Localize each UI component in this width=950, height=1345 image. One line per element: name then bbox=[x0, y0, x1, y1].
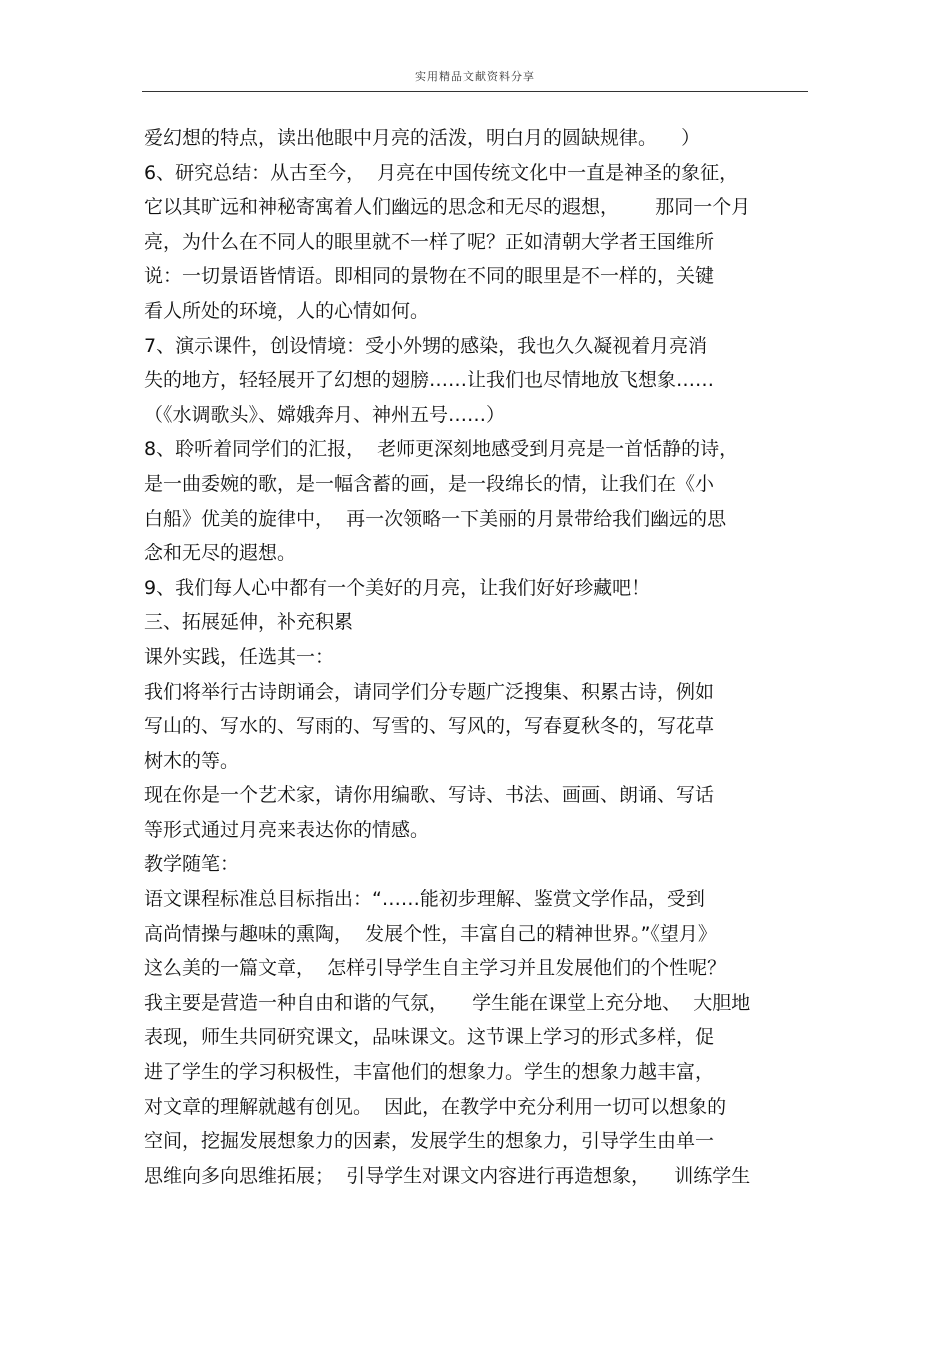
text-line: 亮，为什么在不同人的眼里就不一样了呢？正如清朝大学者王国维所 bbox=[144, 230, 715, 253]
section-heading: 教学随笔： bbox=[144, 853, 240, 876]
text-line: 现在你是一个艺术家，请你用编歌、写诗、书法、画画、朗诵、写话 bbox=[144, 784, 715, 807]
text-line: 7、演示课件，创设情境：受小外甥的感染，我也久久凝视着月亮消 bbox=[144, 334, 708, 357]
text-line: 我们将举行古诗朗诵会，请同学们分专题广泛搜集、积累古诗，例如 bbox=[144, 680, 715, 703]
text-line: 8、聆听着同学们的汇报， 老师更深刻地感受到月亮是一首恬静的诗， bbox=[144, 438, 739, 461]
text-line: 写山的、写水的、写雨的、写雪的、写风的，写春夏秋冬的，写花草 bbox=[144, 715, 715, 738]
text-line: 9、我们每人心中都有一个美好的月亮，让我们好好珍藏吧！ bbox=[144, 576, 651, 599]
text-line: 6、研究总结：从古至今， 月亮在中国传统文化中一直是神圣的象征， bbox=[144, 161, 739, 184]
text-line: 树木的等。 bbox=[144, 749, 240, 772]
text-line: 表现，师生共同研究课文，品味课文。这节课上学习的形式多样，促 bbox=[144, 1026, 715, 1049]
text-line: 爱幻想的特点，读出他眼中月亮的活泼，明白月的圆缺规律。 ） bbox=[144, 127, 701, 149]
section-heading: 三、拓展延伸，补充积累 bbox=[144, 611, 354, 634]
text-line: 高尚情操与趣味的熏陶， 发展个性，丰富自己的精神世界。”《望月》 bbox=[144, 922, 717, 945]
text-line: 语文课程标准总目标指出：“……能初步理解、鉴赏文学作品，受到 bbox=[144, 888, 705, 911]
text-line: 这么美的一篇文章， 怎样引导学生自主学习并且发展他们的个性呢？ bbox=[144, 957, 727, 980]
text-line: 看人所处的环境，人的心情如何。 bbox=[144, 299, 430, 322]
text-line: 是一曲委婉的歌，是一幅含蓄的画，是一段绵长的情，让我们在《小 bbox=[144, 472, 715, 495]
page-header bbox=[142, 62, 808, 92]
text-line: 白船》优美的旋律中， 再一次领略一下美丽的月景带给我们幽远的思 bbox=[144, 507, 727, 530]
text-line: 空间，挖掘发展想象力的因素，发展学生的想象力，引导学生由单一 bbox=[144, 1130, 715, 1153]
header-title: 实用精品文献资料分享 bbox=[415, 70, 535, 83]
text-line: 它以其旷远和神秘寄寓着人们幽远的思念和无尽的遐想， 那同一个月 bbox=[144, 196, 751, 219]
text-line: 进了学生的学习积极性，丰富他们的想象力。学生的想象力越丰富， bbox=[144, 1061, 715, 1084]
text-line: 思维向多向思维拓展； 引导学生对课文内容进行再造想象， 训练学生 bbox=[144, 1164, 751, 1187]
text-line: 等形式通过月亮来表达你的情感。 bbox=[144, 818, 430, 841]
text-line: 失的地方，轻轻展开了幻想的翅膀……让我们也尽情地放飞想象…… bbox=[144, 369, 715, 392]
text-line: （《水调歌头》、嫦娥奔月、神州五号……） bbox=[144, 403, 506, 426]
text-line: 说：一切景语皆情语。即相同的景物在不同的眼里是不一样的，关键 bbox=[144, 265, 715, 288]
document-body bbox=[144, 121, 814, 1193]
text-line: 我主要是营造一种自由和谐的气氛， 学生能在课堂上充分地、 大胆地 bbox=[144, 991, 751, 1014]
text-line: 课外实践，任选其一： bbox=[144, 645, 335, 668]
text-line: 念和无尽的遐想。 bbox=[144, 542, 297, 565]
text-line: 对文章的理解就越有创见。 因此，在教学中充分利用一切可以想象的 bbox=[144, 1095, 727, 1118]
